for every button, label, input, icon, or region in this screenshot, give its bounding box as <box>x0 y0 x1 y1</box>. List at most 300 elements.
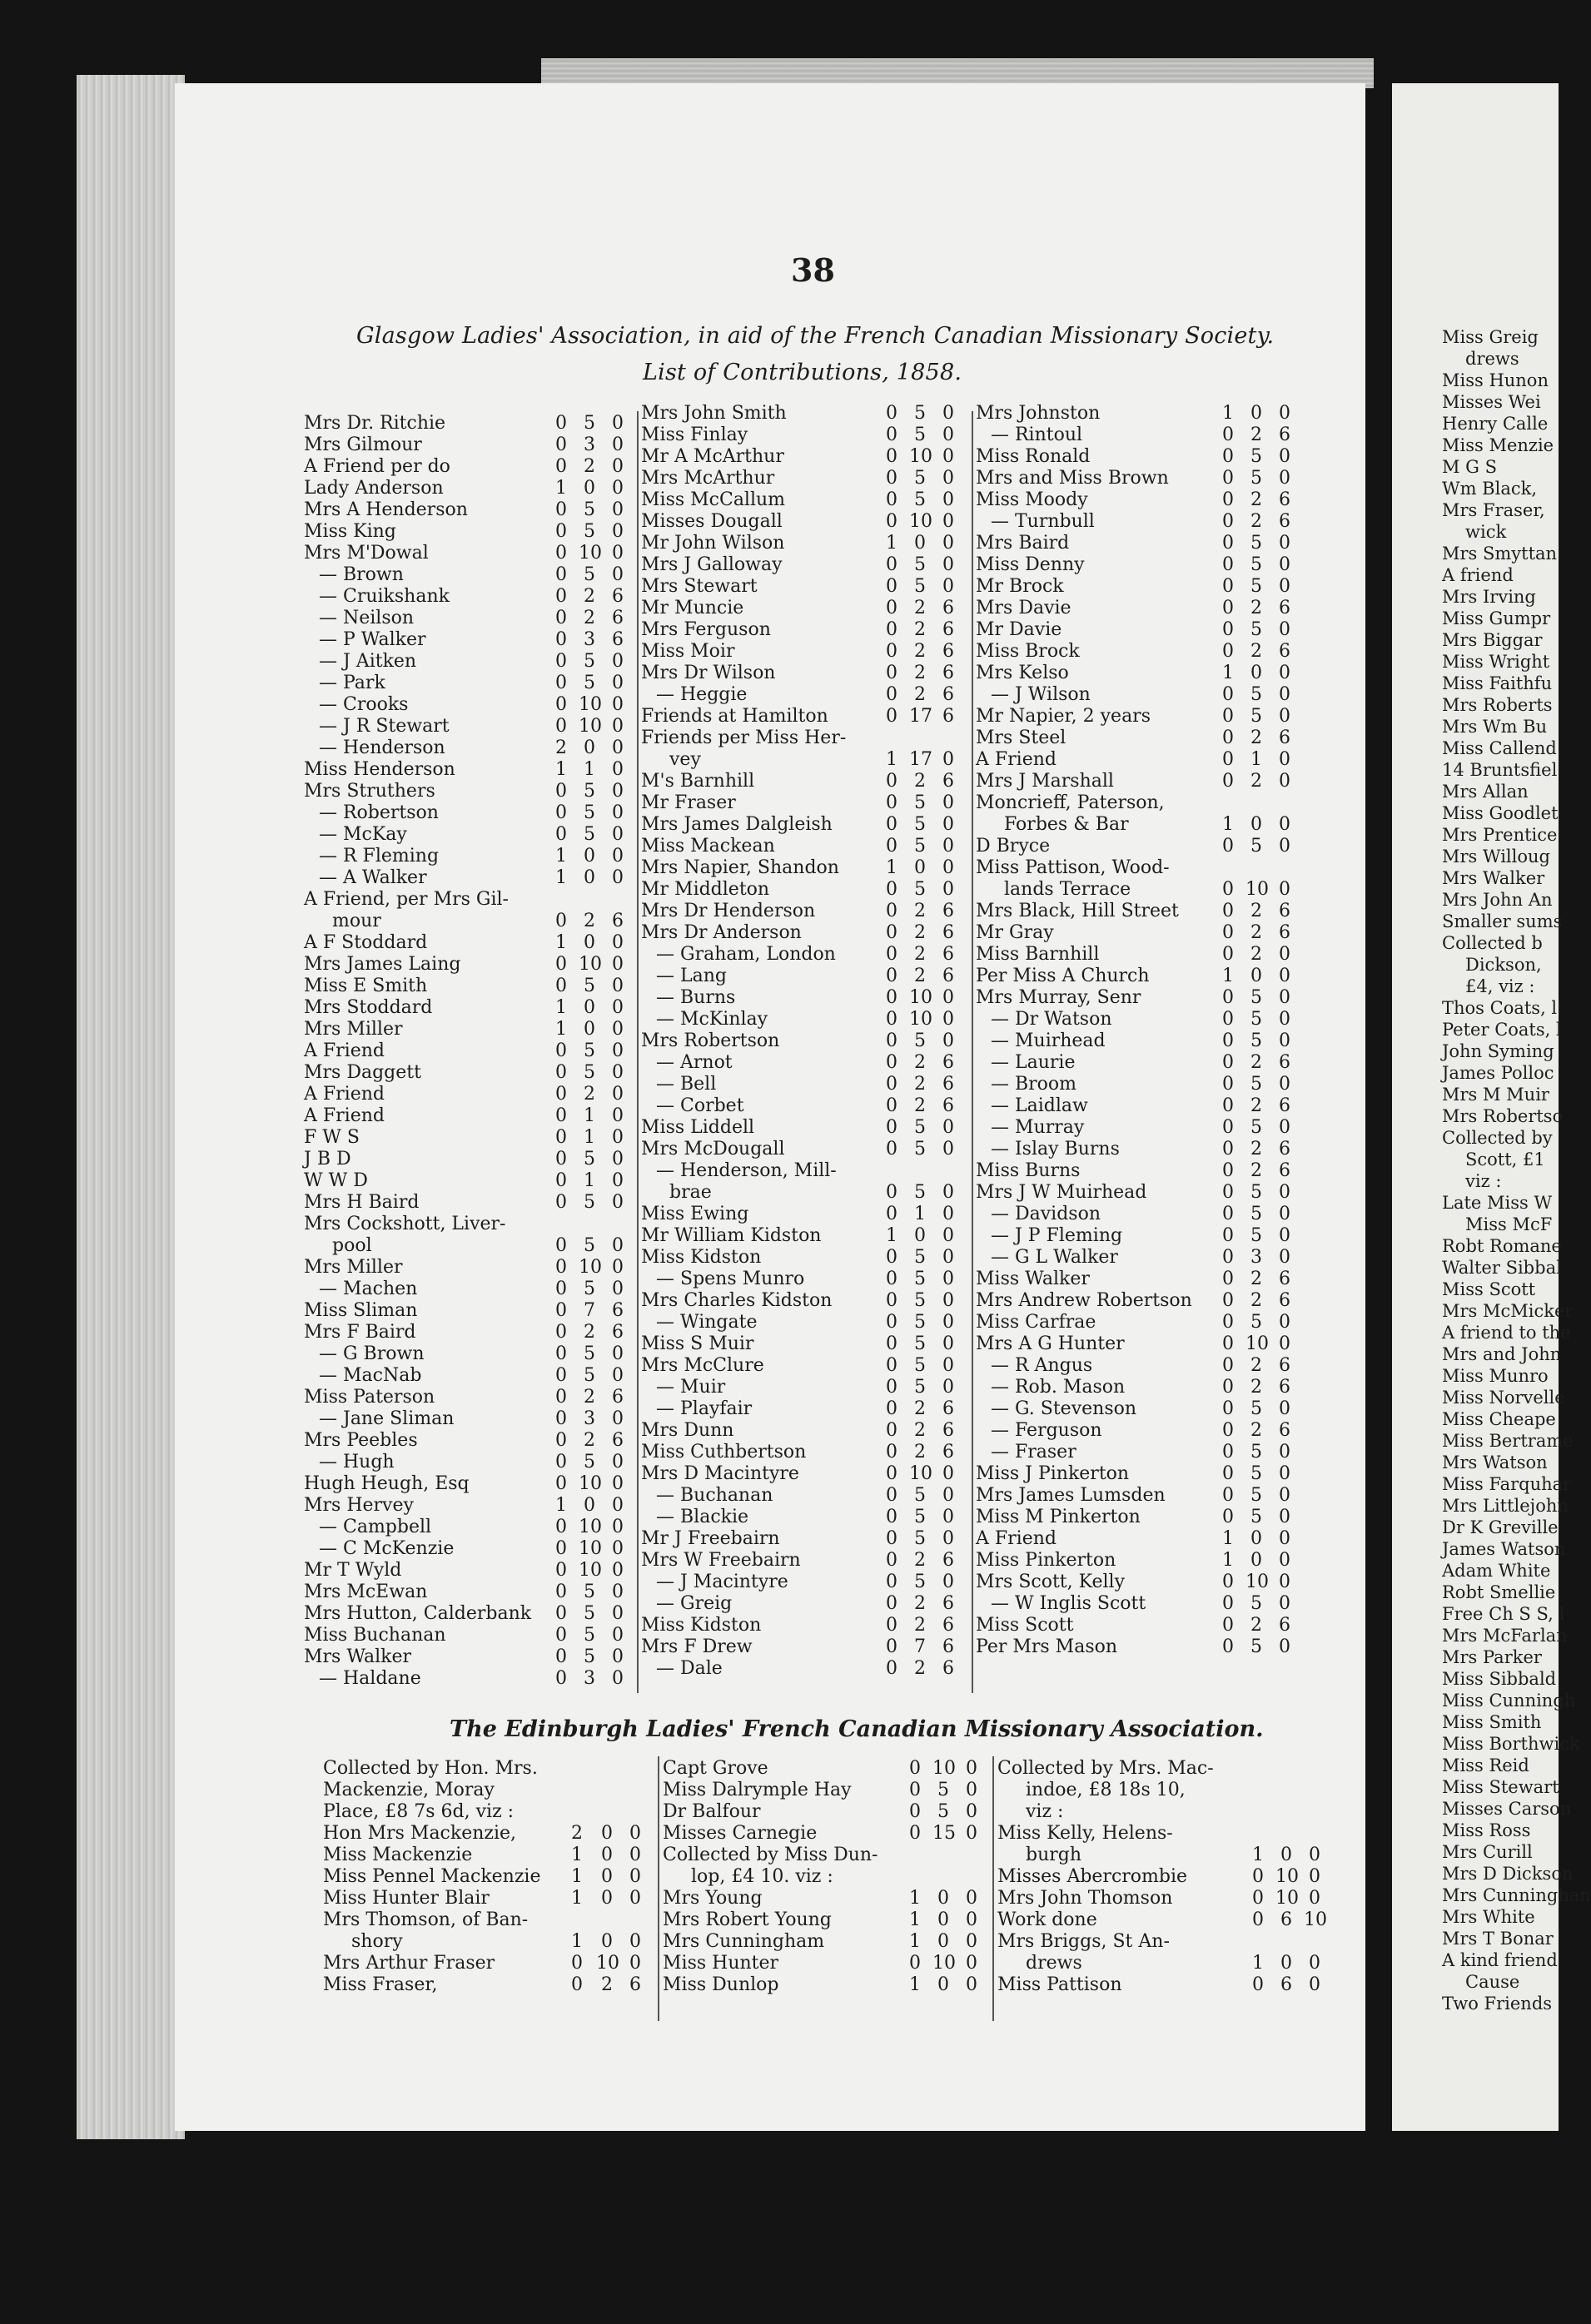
amount-pounds: 0 <box>886 1074 897 1095</box>
amount-shillings: 2 <box>914 663 926 683</box>
contributor-name: Mrs F Drew <box>641 1636 753 1657</box>
facing-page-line: Miss Norvelle <box>1442 1388 1565 1408</box>
contribution-row <box>304 1625 633 1646</box>
amount-shillings: 5 <box>1250 468 1262 489</box>
contribution-row <box>997 1758 1330 1780</box>
amount-pence: 6 <box>1279 489 1290 510</box>
amount-pence: 0 <box>1279 1030 1290 1051</box>
amount-pounds: 0 <box>1222 511 1234 532</box>
contributor-name: Work done <box>997 1909 1097 1930</box>
amount-pounds: 0 <box>909 1953 921 1974</box>
contributor-name: Miss Denny <box>976 554 1085 575</box>
contributor-name: drews <box>1026 1953 1082 1974</box>
facing-page-line: Mrs Prentice <box>1442 825 1558 845</box>
contributor-name: D Bryce <box>976 836 1051 857</box>
contributor-name: Miss Brock <box>976 641 1080 662</box>
contributor-name: vey <box>669 749 701 770</box>
amount-pence: 0 <box>942 554 954 575</box>
contribution-row <box>304 586 633 608</box>
amount-pence: 0 <box>942 1247 954 1268</box>
amount-pounds: 0 <box>1222 706 1234 727</box>
contribution-row <box>304 1127 633 1149</box>
amount-shillings: 3 <box>584 435 595 455</box>
amount-pounds: 0 <box>555 1040 567 1061</box>
facing-page-line: Miss Borthwick <box>1442 1734 1580 1754</box>
amount-shillings: 5 <box>1250 1117 1262 1138</box>
amount-pounds: 0 <box>1222 554 1234 575</box>
amount-pence: 0 <box>966 1931 977 1952</box>
facing-page-line: Two Friends <box>1442 1994 1553 2014</box>
amount-pounds: 0 <box>1222 944 1234 965</box>
amount-shillings: 5 <box>584 651 595 672</box>
facing-page-line: Miss Stewart <box>1442 1777 1559 1797</box>
contributor-name: Miss Mackean <box>641 836 775 857</box>
amount-shillings: 10 <box>932 1953 956 1974</box>
contributor-name: Miss Mackenzie <box>323 1845 473 1865</box>
amount-pence: 0 <box>612 1040 624 1061</box>
contribution-row <box>976 1442 1317 1463</box>
amount-shillings: 2 <box>914 1658 926 1679</box>
amount-pounds: 0 <box>1222 1442 1234 1462</box>
amount-shillings: 2 <box>584 1084 595 1105</box>
book-binding <box>77 75 185 2139</box>
amount-shillings: 5 <box>584 499 595 520</box>
amount-shillings: 2 <box>914 1052 926 1073</box>
amount-shillings: 2 <box>584 911 595 931</box>
contributor-name: burgh <box>1026 1845 1082 1865</box>
contribution-row <box>641 922 967 944</box>
amount-pounds: 1 <box>1222 1550 1234 1571</box>
amount-shillings: 5 <box>584 1279 595 1299</box>
amount-pounds: 0 <box>886 1247 897 1268</box>
amount-pounds: 0 <box>886 598 897 618</box>
contribution-row <box>304 954 633 976</box>
contribution-row <box>304 456 633 478</box>
amount-pence: 0 <box>1279 1009 1290 1030</box>
contribution-row <box>304 1538 633 1560</box>
amount-pounds: 0 <box>886 663 897 683</box>
amount-pence: 0 <box>1279 1442 1290 1462</box>
amount-shillings: 0 <box>1250 814 1262 835</box>
amount-pounds: 1 <box>571 1931 583 1952</box>
amount-pounds: 1 <box>909 1888 921 1909</box>
facing-page-line: Peter Coats, l <box>1442 1020 1562 1040</box>
amount-pence: 0 <box>942 987 954 1008</box>
facing-page-line: viz : <box>1465 1171 1502 1191</box>
contribution-row <box>641 966 967 987</box>
amount-pounds: 0 <box>555 1538 567 1559</box>
facing-page-line: Mrs Walker <box>1442 868 1545 888</box>
contribution-row <box>304 1019 633 1040</box>
contributor-name: Miss Pinkerton <box>976 1550 1116 1571</box>
contributor-name: Mrs J W Muirhead <box>976 1182 1147 1203</box>
amount-pence: 0 <box>1279 771 1290 792</box>
amount-pounds: 1 <box>909 1909 921 1930</box>
contributor-name: Mrs McClure <box>641 1355 764 1376</box>
contribution-row <box>304 1235 633 1257</box>
contributor-name: — Laurie <box>991 1052 1076 1073</box>
amount-shillings: 1 <box>584 1127 595 1148</box>
contribution-row <box>304 499 633 521</box>
amount-pounds: 0 <box>1222 489 1234 510</box>
amount-shillings: 5 <box>914 1528 926 1549</box>
contribution-row <box>304 1495 633 1517</box>
contributor-name: Lady Anderson <box>304 478 444 499</box>
amount-shillings: 2 <box>914 1550 926 1571</box>
contribution-row <box>304 608 633 629</box>
contributor-name: Mrs Struthers <box>304 781 435 802</box>
contribution-row <box>641 792 967 814</box>
contribution-row <box>976 1355 1317 1377</box>
amount-pounds: 1 <box>1222 403 1234 424</box>
contributor-name: Mrs M'Dowal <box>304 543 429 564</box>
amount-pence: 0 <box>942 749 954 770</box>
contribution-row <box>976 879 1317 901</box>
amount-shillings: 5 <box>914 814 926 835</box>
amount-pounds: 0 <box>555 1084 567 1105</box>
amount-pence: 0 <box>1279 1225 1290 1246</box>
amount-pounds: 0 <box>886 1204 897 1224</box>
contributor-name: Mr J Freebairn <box>641 1528 780 1549</box>
amount-pounds: 0 <box>1222 1117 1234 1138</box>
amount-pence: 0 <box>612 737 624 758</box>
contribution-row <box>641 771 967 792</box>
amount-pounds: 0 <box>555 1062 567 1083</box>
amount-pence: 6 <box>942 1420 954 1441</box>
contribution-row <box>641 1463 967 1485</box>
facing-page-line: Miss Gumpr <box>1442 608 1551 628</box>
contribution-row <box>976 1030 1317 1052</box>
amount-pence: 0 <box>966 1953 977 1974</box>
contributor-name: Mrs James Laing <box>304 954 461 975</box>
contribution-row <box>304 1062 633 1084</box>
amount-shillings: 2 <box>1250 771 1262 792</box>
contribution-row <box>323 1866 652 1888</box>
amount-pence: 0 <box>942 1528 954 1549</box>
contribution-row <box>641 1377 967 1398</box>
amount-pounds: 1 <box>886 1225 897 1246</box>
amount-pence: 0 <box>612 1365 624 1386</box>
contributor-name: — Hugh <box>319 1452 395 1472</box>
contributor-name: Miss Hunter Blair <box>323 1888 490 1909</box>
amount-pence: 0 <box>1279 1247 1290 1268</box>
contribution-row <box>304 1473 633 1495</box>
contributor-name: — Blackie <box>656 1507 749 1527</box>
amount-pence: 6 <box>1279 598 1290 618</box>
amount-shillings: 2 <box>914 1095 926 1116</box>
amount-shillings: 0 <box>584 867 595 888</box>
amount-pence: 0 <box>1279 1528 1290 1549</box>
amount-pence: 0 <box>942 1117 954 1138</box>
contributor-name: Mrs McArthur <box>641 468 775 489</box>
amount-pounds: 0 <box>555 716 567 737</box>
contributor-name: Miss Ronald <box>976 446 1091 467</box>
contributor-name: Mrs H Baird <box>304 1192 420 1213</box>
amount-pence: 0 <box>942 576 954 597</box>
contribution-row <box>641 1398 967 1420</box>
amount-pounds: 0 <box>555 1365 567 1386</box>
amount-pounds: 0 <box>886 489 897 510</box>
amount-pence: 0 <box>1279 814 1290 835</box>
amount-pence: 6 <box>942 1593 954 1614</box>
amount-pence: 0 <box>612 1560 624 1581</box>
contributor-name: — Laidlaw <box>991 1095 1088 1116</box>
amount-pounds: 0 <box>1222 836 1234 857</box>
facing-page-line: Miss Callend <box>1442 738 1557 758</box>
facing-page-line: Miss Smith <box>1442 1712 1542 1732</box>
contribution-row <box>641 663 967 684</box>
amount-pence: 0 <box>612 867 624 888</box>
contributor-name: Mrs and Miss Brown <box>976 468 1169 489</box>
contributor-name: — Wingate <box>656 1312 758 1333</box>
contribution-row <box>976 619 1317 641</box>
amount-shillings: 10 <box>579 1473 602 1494</box>
contribution-row <box>304 781 633 802</box>
amount-shillings: 3 <box>1250 1247 1262 1268</box>
facing-page-line: Miss Greig <box>1442 327 1539 347</box>
amount-pence: 0 <box>612 435 624 455</box>
amount-pounds: 0 <box>909 1823 921 1844</box>
amount-pence: 0 <box>612 1343 624 1364</box>
facing-page-line: Mrs Robertso <box>1442 1106 1564 1126</box>
edinburgh-column-1 <box>323 1758 652 1996</box>
amount-pence: 0 <box>1279 944 1290 965</box>
amount-shillings: 5 <box>1250 987 1262 1008</box>
amount-shillings: 17 <box>909 749 932 770</box>
contribution-row <box>976 1160 1317 1182</box>
amount-pounds: 0 <box>555 1668 567 1689</box>
amount-pounds: 1 <box>571 1888 583 1909</box>
contributor-name: A Friend <box>304 1084 385 1105</box>
amount-pounds: 0 <box>1222 1593 1234 1614</box>
contributor-name: Miss M Pinkerton <box>976 1507 1141 1527</box>
amount-pounds: 0 <box>1222 1030 1234 1051</box>
page-subheading: List of Contributions, 1858. <box>643 360 962 385</box>
amount-pence: 6 <box>942 771 954 792</box>
amount-shillings: 5 <box>584 1452 595 1472</box>
amount-pounds: 0 <box>886 1636 897 1657</box>
amount-pounds: 0 <box>886 836 897 857</box>
amount-pence: 0 <box>942 1463 954 1484</box>
amount-pence: 6 <box>1279 641 1290 662</box>
amount-shillings: 10 <box>579 1257 602 1278</box>
contribution-row <box>976 1507 1317 1528</box>
contributor-name: Mrs Briggs, St An- <box>997 1931 1170 1952</box>
amount-shillings: 5 <box>584 413 595 434</box>
edinburgh-column-3 <box>997 1758 1330 1996</box>
contributor-name: Mrs F Baird <box>304 1322 416 1343</box>
contribution-row <box>641 1507 967 1528</box>
amount-pounds: 0 <box>555 1300 567 1321</box>
amount-pence: 0 <box>1279 1182 1290 1203</box>
contribution-row <box>976 1269 1317 1290</box>
amount-shillings: 5 <box>1250 1225 1262 1246</box>
amount-pence: 0 <box>942 1377 954 1398</box>
amount-pounds: 0 <box>1222 1269 1234 1289</box>
amount-shillings: 2 <box>1250 1355 1262 1376</box>
contributor-name: Miss Kelly, Helens- <box>997 1823 1173 1844</box>
contribution-row <box>976 554 1317 576</box>
contributor-name: A Friend <box>976 749 1057 770</box>
amount-pounds: 0 <box>1222 1312 1234 1333</box>
facing-page-line: Dr K Greville <box>1442 1517 1559 1537</box>
contributor-name: — C McKenzie <box>319 1538 455 1559</box>
contributor-name: Mrs Dr Anderson <box>641 922 802 943</box>
amount-pounds: 0 <box>555 911 567 931</box>
amount-pence: 0 <box>942 814 954 835</box>
amount-pence: 6 <box>612 586 624 607</box>
amount-pence: 0 <box>612 673 624 693</box>
amount-shillings: 2 <box>914 641 926 662</box>
amount-shillings: 0 <box>601 1888 613 1909</box>
amount-shillings: 5 <box>1250 1009 1262 1030</box>
amount-shillings: 0 <box>584 846 595 867</box>
contributor-name: F W S <box>304 1127 360 1148</box>
amount-shillings: 2 <box>914 922 926 943</box>
contribution-row <box>641 403 967 425</box>
contributor-name: — Bell <box>656 1074 717 1095</box>
contribution-row <box>663 1953 987 1974</box>
contribution-row <box>976 1182 1317 1204</box>
contributor-name: Miss Kidston <box>641 1247 762 1268</box>
contribution-row <box>323 1758 652 1780</box>
amount-pounds: 0 <box>1222 987 1234 1008</box>
amount-pence: 0 <box>942 511 954 532</box>
contribution-row <box>997 1801 1330 1823</box>
contributor-name: — Haldane <box>319 1668 421 1689</box>
amount-pounds: 0 <box>555 586 567 607</box>
contribution-row <box>976 576 1317 598</box>
contributor-name: Miss Walker <box>976 1269 1090 1289</box>
amount-shillings: 17 <box>909 706 932 727</box>
amount-pounds: 0 <box>886 1030 897 1051</box>
amount-pounds: 0 <box>555 781 567 802</box>
amount-pence: 6 <box>612 1430 624 1451</box>
amount-pounds: 1 <box>555 932 567 953</box>
amount-shillings: 5 <box>1250 1398 1262 1419</box>
amount-pence: 0 <box>966 1758 977 1779</box>
amount-pounds: 0 <box>886 1528 897 1549</box>
contribution-row <box>976 1420 1317 1442</box>
contribution-row <box>304 802 633 824</box>
contribution-row <box>304 737 633 759</box>
amount-pence: 0 <box>612 456 624 477</box>
amount-shillings: 0 <box>937 1931 949 1952</box>
contributor-name: Miss Burns <box>976 1160 1081 1181</box>
amount-pounds: 0 <box>886 1269 897 1289</box>
amount-pence: 0 <box>942 1507 954 1527</box>
contribution-row <box>976 922 1317 944</box>
amount-pence: 0 <box>966 1974 977 1995</box>
contribution-row <box>641 749 967 771</box>
amount-pounds: 0 <box>571 1974 583 1995</box>
amount-pounds: 2 <box>555 737 567 758</box>
contributor-name: — Lang <box>656 966 727 986</box>
amount-pence: 0 <box>942 879 954 900</box>
amount-pence: 0 <box>1279 966 1290 986</box>
contributor-name: Miss Dalrymple Hay <box>663 1780 852 1800</box>
amount-shillings: 5 <box>937 1801 949 1822</box>
contribution-row <box>997 1888 1330 1909</box>
contributor-name: — Graham, London <box>656 944 836 965</box>
amount-pence: 0 <box>612 521 624 542</box>
contribution-row <box>976 857 1317 879</box>
contribution-row <box>304 651 633 673</box>
amount-pounds: 0 <box>886 425 897 445</box>
amount-pounds: 0 <box>555 629 567 650</box>
contribution-row <box>641 879 967 901</box>
contribution-row <box>304 478 633 499</box>
amount-shillings: 5 <box>914 1312 926 1333</box>
amount-pounds: 0 <box>886 901 897 921</box>
amount-pence: 0 <box>1279 663 1290 683</box>
amount-pounds: 0 <box>1222 771 1234 792</box>
amount-shillings: 3 <box>584 1668 595 1689</box>
contributor-name: Mrs Andrew Robertson <box>976 1290 1192 1311</box>
facing-page-line: Mrs White <box>1442 1907 1535 1927</box>
amount-pence: 6 <box>1279 1420 1290 1441</box>
contributor-name: Collected by Hon. Mrs. <box>323 1758 538 1779</box>
amount-pence: 0 <box>1279 1593 1290 1614</box>
amount-shillings: 0 <box>601 1866 613 1887</box>
amount-shillings: 2 <box>1250 1095 1262 1116</box>
amount-shillings: 2 <box>1250 1615 1262 1636</box>
amount-pence: 0 <box>942 1355 954 1376</box>
amount-pounds: 0 <box>555 1322 567 1343</box>
amount-pence: 0 <box>942 446 954 467</box>
contributor-name: — G. Stevenson <box>991 1398 1137 1419</box>
contribution-row <box>641 1593 967 1615</box>
amount-pounds: 0 <box>555 1127 567 1148</box>
contribution-row <box>304 997 633 1019</box>
contribution-row <box>304 413 633 435</box>
contributor-name: Per Mrs Mason <box>976 1636 1118 1657</box>
facing-page-line: Mrs McFarlan <box>1442 1626 1568 1646</box>
contribution-row <box>304 1646 633 1668</box>
amount-shillings: 2 <box>914 966 926 986</box>
amount-pounds: 0 <box>1222 1333 1234 1354</box>
contribution-row <box>304 1105 633 1127</box>
contributor-name: — Fraser <box>991 1442 1076 1462</box>
amount-shillings: 0 <box>601 1931 613 1952</box>
amount-pounds: 0 <box>886 1052 897 1073</box>
contributor-name: shory <box>351 1931 403 1952</box>
contribution-row <box>641 1442 967 1463</box>
amount-pence: 0 <box>1279 749 1290 770</box>
amount-pounds: 0 <box>555 1582 567 1602</box>
contribution-row <box>641 1312 967 1333</box>
amount-shillings: 10 <box>579 694 602 715</box>
contribution-row <box>304 673 633 694</box>
amount-pounds: 0 <box>1222 1095 1234 1116</box>
amount-shillings: 5 <box>914 554 926 575</box>
amount-pence: 6 <box>1279 727 1290 748</box>
amount-pence: 6 <box>942 1074 954 1095</box>
amount-pence: 0 <box>1279 987 1290 1008</box>
contributor-name: — MacNab <box>319 1365 422 1386</box>
amount-pounds: 0 <box>555 435 567 455</box>
contributor-name: — Murray <box>991 1117 1085 1138</box>
amount-pounds: 0 <box>909 1780 921 1800</box>
contribution-row <box>304 716 633 737</box>
amount-pounds: 0 <box>1222 468 1234 489</box>
amount-pounds: 0 <box>886 1572 897 1592</box>
amount-pounds: 1 <box>555 867 567 888</box>
contribution-row <box>641 1074 967 1095</box>
amount-shillings: 5 <box>584 1192 595 1213</box>
facing-page-line: wick <box>1465 522 1507 542</box>
facing-page-line: Mrs Parker <box>1442 1647 1542 1667</box>
